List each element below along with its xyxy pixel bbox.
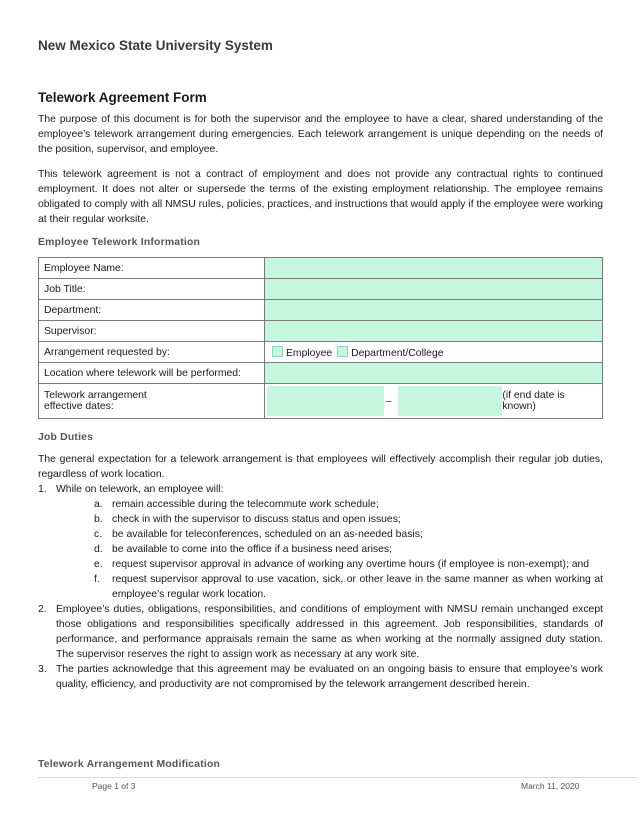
- table-row: [39, 300, 603, 321]
- sub-item-letter: f.: [94, 574, 100, 585]
- sub-list: [56, 497, 603, 602]
- intro-paragraph-contract: This telework agreement is not a contract of employment and does not provide any contractual rights to continued employment. It does not alter or supersede the terms of the existing employment relationship. The employee remains obligated to comply with all NMSU rules, policies, practices, and instructions that would apply if the employee were working at their regular worksite.: [38, 169, 603, 225]
- supervisor-field[interactable]: [265, 321, 603, 342]
- list-item: [38, 482, 603, 602]
- department-field[interactable]: [265, 300, 603, 321]
- section-heading-modification: Telework Arrangement Modification: [38, 759, 221, 770]
- item-text: Employee’s duties, obligations, responsibilities, and conditions of employment with NMSU remain unchanged except those obligations and responsibilities specifically addressed in this agreement. Job responsibilities, standards of performance, and performance appraisals remain the same as when working at the normally assigned duty station. The supervisor reserves the right to assign work as necessary at any work site.: [56, 604, 603, 660]
- sub-list-item: [56, 512, 603, 527]
- table-row: [39, 279, 603, 300]
- table-row: [39, 321, 603, 342]
- department-option-label: Department/College: [351, 347, 444, 359]
- sub-item-letter: a.: [94, 499, 103, 510]
- job-title-field[interactable]: [265, 279, 603, 300]
- sub-list-item: [56, 557, 603, 572]
- date-separator: –: [385, 395, 392, 407]
- department-label: Department:: [39, 300, 265, 321]
- sub-list-item: [56, 497, 603, 512]
- sub-item-letter: c.: [94, 529, 103, 540]
- sub-item-letter: b.: [94, 514, 103, 525]
- dates-label: [39, 384, 265, 419]
- sub-item-text: request supervisor approval in advance of working any overtime hours (if employee is non-exempt); and: [112, 559, 590, 570]
- employee-option-label: Employee: [286, 347, 333, 359]
- intro-paragraph-purpose: The purpose of this document is for both the supervisor and the employee to have a clear, shared understanding of the employee’s telework arrangement during emergencies. Each telework arrangement is unique depending on the needs of the position, supervisor, and employee.: [38, 114, 603, 155]
- employee-checkbox[interactable]: [272, 346, 283, 357]
- sub-item-letter: e.: [94, 559, 103, 570]
- dates-label-line1: Telework arrangement: [44, 390, 147, 401]
- item-number: 1.: [38, 484, 47, 495]
- sub-item-text: remain accessible during the telecommute work schedule;: [112, 499, 379, 510]
- list-item: [38, 662, 603, 692]
- footer-divider: [38, 777, 638, 778]
- sub-item-text: be available to come into the office if a business need arises;: [112, 544, 392, 555]
- section-heading-duties: Job Duties: [38, 432, 94, 443]
- sub-item-text: check in with the supervisor to discuss status and open issues;: [112, 514, 401, 525]
- sub-list-item: [56, 527, 603, 542]
- sub-list-item: [56, 542, 603, 557]
- employee-name-label: Employee Name:: [39, 258, 265, 279]
- department-checkbox[interactable]: [337, 346, 348, 357]
- job-title-label: Job Title:: [39, 279, 265, 300]
- sub-item-letter: d.: [94, 544, 103, 555]
- sub-item-text: be available for teleconferences, scheduled on an as-needed basis;: [112, 529, 423, 540]
- table-row: [39, 363, 603, 384]
- end-date-note: (if end date is known): [502, 390, 565, 412]
- footer-page-number: Page 1 of 3: [92, 781, 136, 791]
- table-row: [39, 258, 603, 279]
- section-heading-info: Employee Telework Information: [38, 237, 201, 248]
- arrangement-label: Arrangement requested by:: [39, 342, 265, 363]
- organization-header: New Mexico State University System: [38, 38, 273, 53]
- location-field[interactable]: [265, 363, 603, 384]
- employee-info-table: [38, 257, 603, 419]
- list-item: [38, 602, 603, 662]
- table-row: [39, 342, 603, 363]
- dates-cell: [265, 384, 603, 419]
- employee-name-field[interactable]: [265, 258, 603, 279]
- footer-date: March 11, 2020: [521, 781, 580, 791]
- location-label: Location where telework will be performed:: [39, 363, 265, 384]
- item-text: While on telework, an employee will:: [56, 484, 224, 495]
- item-number: 2.: [38, 604, 47, 615]
- item-text: The parties acknowledge that this agreement may be evaluated on an ongoing basis to ensure that employee’s work quality, efficiency, and productivity are not compromised by the telework arrangement described herein.: [56, 664, 603, 690]
- sub-list-item: [56, 572, 603, 602]
- end-date-field[interactable]: [398, 386, 503, 416]
- dates-label-line2: effective dates:: [44, 401, 114, 412]
- form-title: Telework Agreement Form: [38, 90, 207, 105]
- duties-list: [38, 482, 603, 692]
- start-date-field[interactable]: [267, 386, 384, 416]
- arrangement-options: [265, 342, 603, 363]
- table-row: [39, 384, 603, 419]
- supervisor-label: Supervisor:: [39, 321, 265, 342]
- item-number: 3.: [38, 664, 47, 675]
- duties-intro: The general expectation for a telework arrangement is that employees will effectively accomplish their regular job duties, regardless of work location.: [38, 454, 603, 480]
- sub-item-text: request supervisor approval to use vacation, sick, or other leave in the same manner as when working at employee’s regular work location.: [112, 574, 603, 600]
